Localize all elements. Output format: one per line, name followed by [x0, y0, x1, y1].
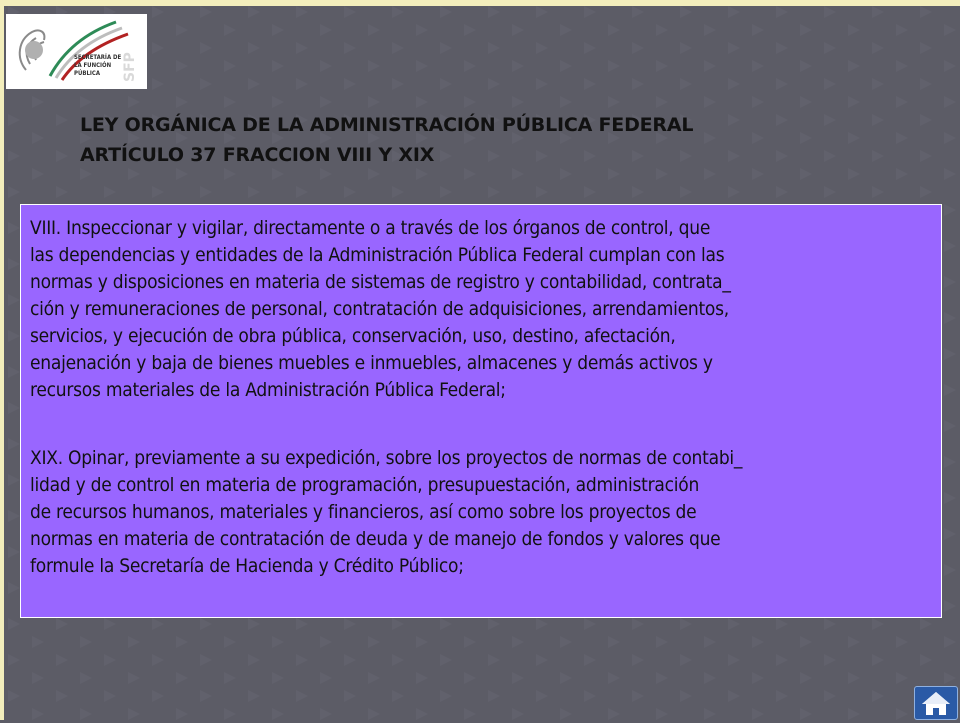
text-line: normas y disposiciones en materia de sistemas de registro y contabilidad, contrata_ [30, 271, 731, 293]
slide-heading [80, 110, 880, 170]
logo-line-3: PÚBLICA [74, 70, 101, 77]
text-line: servicios, y ejecución de obra pública, conservación, uso, destino, afectación, [30, 325, 676, 347]
text-line: recursos materiales de la Administración Pública Federal; [30, 379, 506, 401]
fraccion-viii [30, 215, 731, 404]
logo-text [74, 54, 134, 78]
logo-line-1: SECRETARÍA DE [74, 54, 122, 61]
home-icon [915, 687, 957, 719]
heading-line-2: ARTÍCULO 37 FRACCION VIII Y XIX [80, 144, 435, 166]
text-line: enajenación y baja de bienes muebles e inmuebles, almacenes y demás activos y [30, 352, 713, 374]
fraccion-xix [30, 445, 742, 580]
text-line: normas en materia de contratación de deuda y de manejo de fondos y valores que [30, 528, 721, 550]
text-line: ción y remuneraciones de personal, contratación de adquisiciones, arrendamientos, [30, 298, 729, 320]
sfp-watermark: SFP [122, 52, 138, 82]
home-button[interactable] [914, 686, 958, 720]
heading-line-1: LEY ORGÁNICA DE LA ADMINISTRACIÓN PÚBLICA FEDERAL [80, 114, 694, 136]
text-line: XIX. Opinar, previamente a su expedición, sobre los proyectos de normas de contabi_ [30, 447, 743, 469]
sfp-logo [6, 14, 147, 89]
article-text-box [20, 204, 942, 618]
text-line: formule la Secretaría de Hacienda y Crédito Público; [30, 555, 464, 577]
logo-line-2: LA FUNCIÓN [74, 62, 112, 69]
text-line: de recursos humanos, materiales y financieros, así como sobre los proyectos de [30, 501, 697, 523]
text-line: las dependencias y entidades de la Administración Pública Federal cumplan con las [30, 244, 725, 266]
text-line: VIII. Inspeccionar y vigilar, directamente o a través de los órganos de control, que [30, 217, 711, 239]
text-line: lidad y de control en materia de programación, presupuestación, administración [30, 474, 700, 496]
